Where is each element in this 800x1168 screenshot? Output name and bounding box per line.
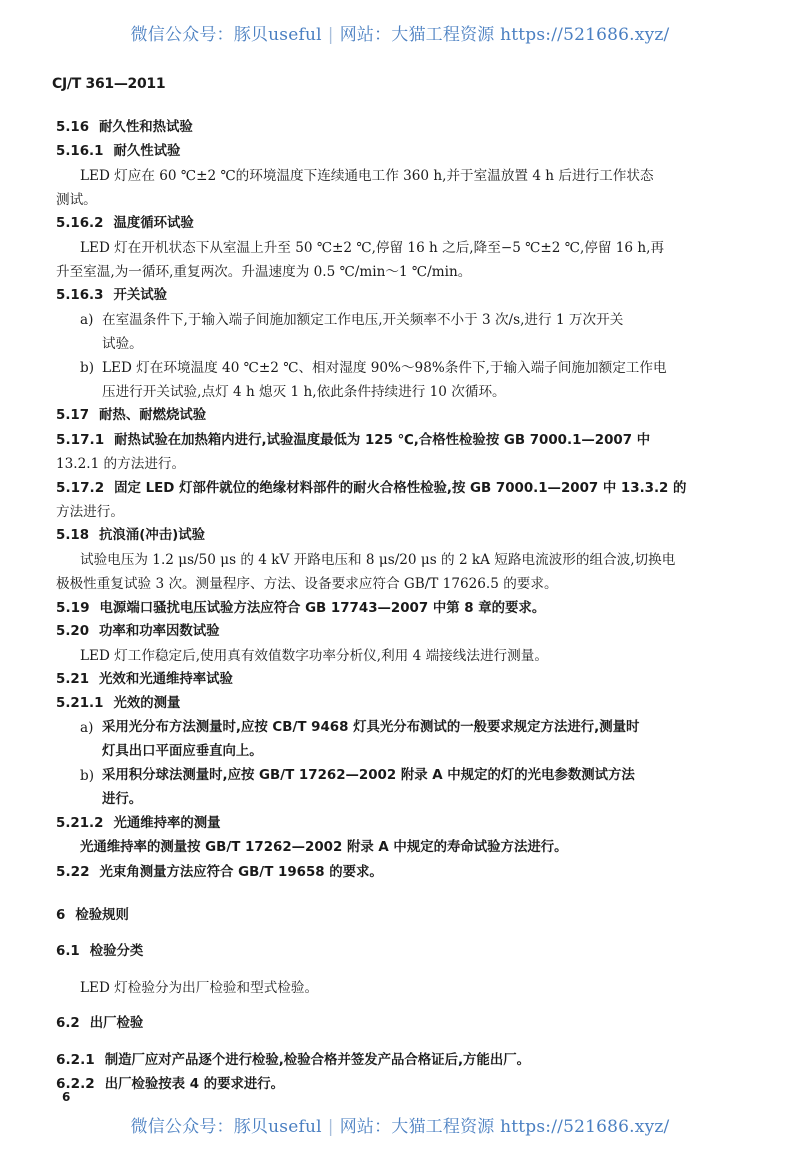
section-heading-5-16: 5.16 耐久性和热试验 (56, 120, 193, 135)
paragraph-5-22: 5.22 光束角测量方法应符合 GB/T 19658 的要求。 (56, 864, 383, 880)
paragraph-5-16-1-line-2: 测试。 (56, 192, 97, 208)
paragraph-5-17-2-line-2: 方法进行。 (56, 504, 124, 520)
section-heading-5-20: 5.20 功率和功率因数试验 (56, 624, 220, 639)
list-item-5-21-1-b-line-1: 采用积分球法测量时,应按 GB/T 17262—2002 附录 A 中规定的灯的光电参数测试方法 (102, 768, 635, 783)
paragraph-5-19: 5.19 电源端口骚扰电压试验方法应符合 GB 17743—2007 中第 8 章的要求。 (56, 600, 546, 616)
paragraph-6-1: LED 灯检验分为出厂检验和型式检验。 (80, 980, 319, 996)
watermark-bottom (0, 1112, 800, 1137)
paragraph-5-16-2-line-2: 升至室温,为一循环,重复两次。升温速度为 0.5 ℃/min～1 ℃/min。 (56, 264, 472, 280)
section-heading-6-1: 6.1 检验分类 (56, 944, 144, 959)
paragraph-5-16-1-line-1: LED 灯应在 60 ℃±2 ℃的环境温度下连续通电工作 360 h,并于室温放置 4 h 后进行工作状态 (80, 168, 654, 184)
list-item-5-21-1-a-line-1: 采用光分布方法测量时,应按 CB/T 9468 灯具光分布测试的一般要求规定方法进行,测量时 (102, 720, 640, 735)
paragraph-5-17-1-line-1: 5.17.1 耐热试验在加热箱内进行,试验温度最低为 125 ℃,合格性检验按 GB 7000.1—2007 中 (56, 432, 651, 448)
watermark-site: 网站：大猫工程资源 https://521686.xyz/ (339, 1117, 670, 1137)
section-heading-5-18: 5.18 抗浪涌(冲击)试验 (56, 528, 206, 543)
watermark-top (0, 20, 800, 45)
watermark-wechat: 微信公众号：豚贝useful (130, 1117, 322, 1137)
list-item-5-16-3-a-line-2: 试验。 (102, 336, 143, 352)
watermark-wechat: 微信公众号：豚贝useful (130, 25, 322, 45)
section-heading-5-17: 5.17 耐热、耐燃烧试验 (56, 408, 207, 423)
section-heading-5-16-3: 5.16.3 开关试验 (56, 288, 168, 303)
list-item-5-16-3-a-line-1: 在室温条件下,于输入端子间施加额定工作电压,开关频率不小于 3 次/s,进行 1 万次开关 (102, 312, 624, 328)
section-heading-6-2: 6.2 出厂检验 (56, 1016, 144, 1031)
list-item-5-21-1-b-marker: b) (80, 768, 95, 784)
list-item-5-21-1-a-line-2: 灯具出口平面应垂直向上。 (102, 744, 263, 759)
section-heading-5-16-1: 5.16.1 耐久性试验 (56, 144, 181, 159)
section-heading-5-21: 5.21 光效和光通维持率试验 (56, 672, 233, 687)
list-item-5-21-1-a-marker: a) (80, 720, 94, 736)
list-item-5-16-3-a-marker: a) (80, 312, 94, 328)
paragraph-5-17-1-line-2: 13.2.1 的方法进行。 (56, 456, 186, 472)
section-heading-5-21-2: 5.21.2 光通维持率的测量 (56, 816, 221, 831)
watermark-separator: | (327, 25, 334, 45)
paragraph-6-2-2: 6.2.2 出厂检验按表 4 的要求进行。 (56, 1076, 285, 1092)
paragraph-5-16-2-line-1: LED 灯在开机状态下从室温上升至 50 ℃±2 ℃,停留 16 h 之后,降至−5 ℃±2 ℃,停留 16 h,再 (80, 240, 665, 256)
paragraph-5-17-2-line-1: 5.17.2 固定 LED 灯部件就位的绝缘材料部件的耐火合格性检验,按 GB 7000.1—2007 中 13.3.2 的 (56, 480, 687, 496)
list-item-5-21-1-b-line-2: 进行。 (102, 792, 143, 807)
standard-code: CJ/T 361—2011 (52, 76, 166, 92)
page-number: 6 (62, 1090, 71, 1104)
paragraph-5-21-2: 光通维持率的测量按 GB/T 17262—2002 附录 A 中规定的寿命试验方法进行。 (80, 840, 568, 855)
section-heading-5-21-1: 5.21.1 光效的测量 (56, 696, 181, 711)
section-heading-5-16-2: 5.16.2 温度循环试验 (56, 216, 194, 231)
chapter-heading-6: 6 检验规则 (56, 908, 129, 923)
watermark-separator: | (327, 1117, 334, 1137)
list-item-5-16-3-b-marker: b) (80, 360, 95, 376)
paragraph-6-2-1: 6.2.1 制造厂应对产品逐个进行检验,检验合格并签发产品合格证后,方能出厂。 (56, 1052, 530, 1068)
paragraph-5-18-line-2: 极极性重复试验 3 次。测量程序、方法、设备要求应符合 GB/T 17626.5 的要求。 (56, 576, 558, 592)
list-item-5-16-3-b-line-1: LED 灯在环境温度 40 ℃±2 ℃、相对湿度 90%～98%条件下,于输入端子间施加额定工作电 (102, 360, 667, 376)
list-item-5-16-3-b-line-2: 压进行开关试验,点灯 4 h 熄灭 1 h,依此条件持续进行 10 次循环。 (102, 384, 506, 400)
paragraph-5-18-line-1: 试验电压为 1.2 μs/50 μs 的 4 kV 开路电压和 8 μs/20 μs 的 2 kA 短路电流波形的组合波,切换电 (80, 552, 676, 568)
watermark-site: 网站：大猫工程资源 https://521686.xyz/ (339, 25, 670, 45)
paragraph-5-20: LED 灯工作稳定后,使用真有效值数字功率分析仪,利用 4 端接线法进行测量。 (80, 648, 548, 664)
